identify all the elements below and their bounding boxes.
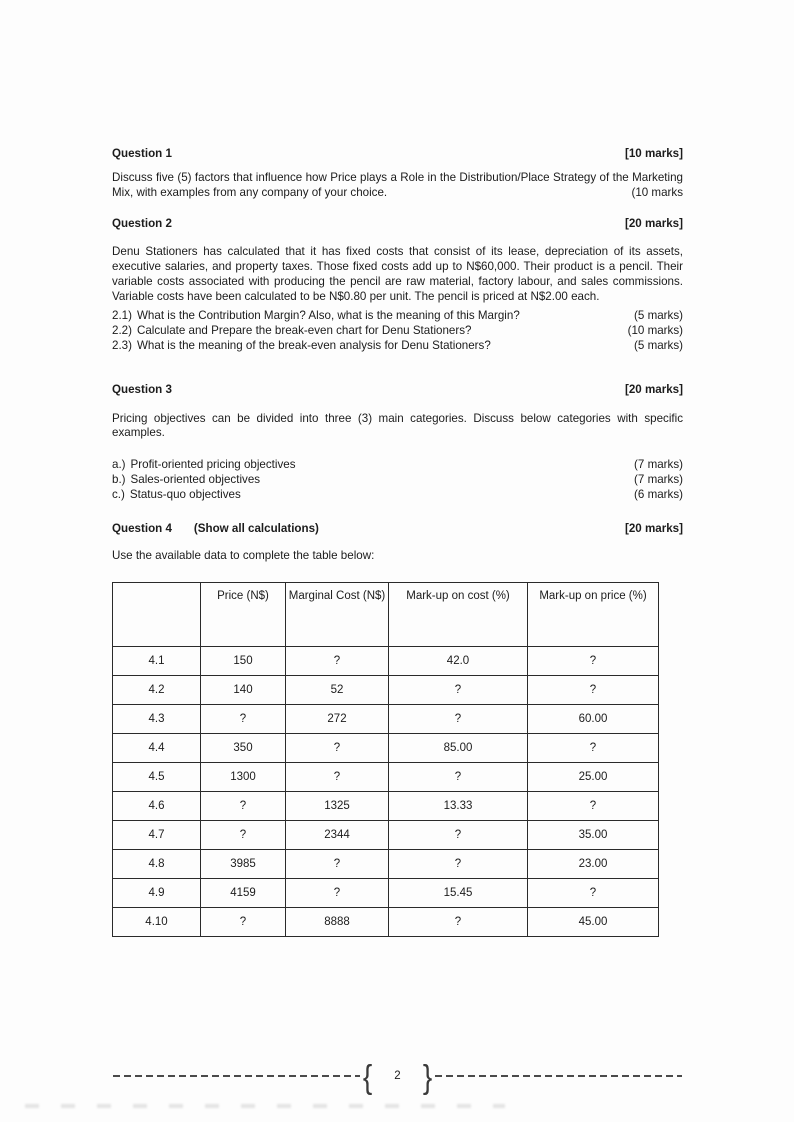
table-cell: ? xyxy=(286,734,389,763)
subitem-label: 2.3) xyxy=(112,338,132,352)
table-cell: ? xyxy=(389,908,528,937)
table-header-cell xyxy=(113,583,201,647)
table-cell: ? xyxy=(389,705,528,734)
question-4-header xyxy=(112,522,683,537)
table-cell: 45.00 xyxy=(528,908,659,937)
table-header-cell: Mark-up on price (%) xyxy=(528,583,659,647)
list-item xyxy=(112,458,683,473)
question-4-title: Question 4 xyxy=(112,521,172,535)
table-cell: ? xyxy=(201,908,286,937)
table-cell: 52 xyxy=(286,676,389,705)
subitem-marks: (6 marks) xyxy=(634,487,683,501)
table-row xyxy=(113,821,659,850)
table-row xyxy=(113,908,659,937)
question-4-intro: Use the available data to complete the table below: xyxy=(112,549,375,563)
table-cell: ? xyxy=(286,850,389,879)
page-footer xyxy=(113,1056,682,1096)
question-1-header xyxy=(112,147,683,162)
table-cell: ? xyxy=(528,734,659,763)
table-cell: ? xyxy=(286,879,389,908)
table-cell: 4.6 xyxy=(113,792,201,821)
table-row xyxy=(113,763,659,792)
table-cell: ? xyxy=(201,792,286,821)
table-cell: 4.8 xyxy=(113,850,201,879)
list-item xyxy=(112,488,683,503)
table-cell: 85.00 xyxy=(389,734,528,763)
subitem-marks: (5 marks) xyxy=(634,338,683,352)
scan-artifact xyxy=(25,1104,505,1108)
table-row xyxy=(113,734,659,763)
table-row xyxy=(113,676,659,705)
table-cell: 25.00 xyxy=(528,763,659,792)
table-cell: 8888 xyxy=(286,908,389,937)
table-row xyxy=(113,792,659,821)
table-cell: 13.33 xyxy=(389,792,528,821)
table-cell: ? xyxy=(389,850,528,879)
question-3-title: Question 3 xyxy=(112,382,172,396)
question-2-header xyxy=(112,217,683,232)
table-row xyxy=(113,879,659,908)
subitem-body: Status-quo objectives xyxy=(129,487,241,501)
table-cell: ? xyxy=(528,879,659,908)
footer-rule-right xyxy=(435,1075,682,1077)
question-3-subitems xyxy=(112,458,683,502)
table-cell: ? xyxy=(389,763,528,792)
subitem-text xyxy=(112,324,471,339)
table-cell: 4.9 xyxy=(113,879,201,908)
table-cell: 35.00 xyxy=(528,821,659,850)
left-brace: { xyxy=(363,1057,373,1095)
right-brace: } xyxy=(422,1057,432,1095)
question-3-marks: [20 marks] xyxy=(624,382,683,396)
subitem-text xyxy=(112,488,241,503)
table-cell: ? xyxy=(528,792,659,821)
subitem-text xyxy=(112,458,296,473)
subitem-label: 2.1) xyxy=(112,309,132,323)
table-row xyxy=(113,647,659,676)
page-number: 2 xyxy=(394,1070,401,1082)
question-1-body xyxy=(112,171,683,201)
list-item xyxy=(112,473,683,488)
table-cell: ? xyxy=(286,763,389,792)
question-4-marks: [20 marks] xyxy=(624,521,683,535)
subitem-body: Calculate and Prepare the break-even chart for Denu Stationers? xyxy=(136,324,472,338)
table-cell: ? xyxy=(286,647,389,676)
question-1-marks: [10 marks] xyxy=(624,147,683,160)
question-4-title-group xyxy=(112,522,319,537)
subitem-text xyxy=(112,473,260,488)
table-cell: 1300 xyxy=(201,763,286,792)
subitem-label: 2.2) xyxy=(112,324,132,338)
list-item xyxy=(112,309,683,324)
table-cell: 4.5 xyxy=(113,763,201,792)
table-cell: 4159 xyxy=(201,879,286,908)
table-cell: 4.2 xyxy=(113,676,201,705)
question-1-body-text: Discuss five (5) factors that influence how Price plays a Role in the Distribution/Place Strategy of the Marketing Mix, with examples from any company of your choice. xyxy=(112,170,683,199)
table-cell: 4.3 xyxy=(113,705,201,734)
table-header-cell: Price (N$) xyxy=(201,583,286,647)
table-cell: 4.10 xyxy=(113,908,201,937)
table-header-row xyxy=(113,583,659,647)
table-row xyxy=(113,850,659,879)
table-row xyxy=(113,705,659,734)
footer-rule-left xyxy=(113,1075,360,1077)
subitem-label: c.) xyxy=(112,487,125,501)
table-cell: ? xyxy=(389,676,528,705)
subitem-text xyxy=(112,309,520,324)
table-cell: 23.00 xyxy=(528,850,659,879)
subitem-marks: (10 marks) xyxy=(627,324,683,338)
question-3-header xyxy=(112,383,683,398)
subitem-marks: (7 marks) xyxy=(634,472,683,486)
table-cell: 60.00 xyxy=(528,705,659,734)
list-item xyxy=(112,324,683,339)
page-content xyxy=(112,147,683,937)
subitem-body: What is the Contribution Margin? Also, what is the meaning of this Margin? xyxy=(136,309,520,323)
table-cell: ? xyxy=(389,821,528,850)
question-1-title: Question 1 xyxy=(112,147,172,160)
table-cell: ? xyxy=(201,705,286,734)
table-cell: 1325 xyxy=(286,792,389,821)
table-cell: 15.45 xyxy=(389,879,528,908)
question-4-subtitle: (Show all calculations) xyxy=(193,521,319,535)
table-cell: ? xyxy=(528,676,659,705)
question-2-body: Denu Stationers has calculated that it has fixed costs that consist of its lease, depreciation of its assets, executive salaries, and property taxes. Those fixed costs add up to N$60,000. Their product is a pencil. Their variable costs associated with producing the pencil are raw material, factory labour, and sales commissions. Variable costs have been calculated to be N$0.80 per unit. The pencil is priced at N$2.00 each. xyxy=(112,245,683,303)
table-cell: ? xyxy=(201,821,286,850)
table-cell: 42.0 xyxy=(389,647,528,676)
table-cell: 140 xyxy=(201,676,286,705)
subitem-body: Sales-oriented objectives xyxy=(130,472,261,486)
subitem-body: Profit-oriented pricing objectives xyxy=(130,458,296,472)
table-cell: 150 xyxy=(201,647,286,676)
subitem-text xyxy=(112,339,491,354)
question-2-title: Question 2 xyxy=(112,217,172,231)
question-1-inline-marks: (10 marks xyxy=(625,186,683,201)
table-header-cell: Mark-up on cost (%) xyxy=(389,583,528,647)
table-cell: 3985 xyxy=(201,850,286,879)
table-cell: 2344 xyxy=(286,821,389,850)
subitem-label: a.) xyxy=(112,458,126,472)
table-cell: 350 xyxy=(201,734,286,763)
table-cell: 272 xyxy=(286,705,389,734)
table-cell: 4.1 xyxy=(113,647,201,676)
question-3-body: Pricing objectives can be divided into three (3) main categories. Discuss below categories with specific examples. xyxy=(112,411,683,440)
subitem-marks: (5 marks) xyxy=(634,309,683,323)
subitem-marks: (7 marks) xyxy=(634,458,683,472)
question-2-marks: [20 marks] xyxy=(624,217,683,231)
table-header-cell: Marginal Cost (N$) xyxy=(286,583,389,647)
subitem-body: What is the meaning of the break-even analysis for Denu Stationers? xyxy=(136,338,491,352)
markup-calculation-table xyxy=(112,582,659,937)
question-2-subitems xyxy=(112,309,683,353)
subitem-label: b.) xyxy=(112,472,126,486)
table-cell: 4.7 xyxy=(113,821,201,850)
table-cell: 4.4 xyxy=(113,734,201,763)
list-item xyxy=(112,339,683,354)
table-cell: ? xyxy=(528,647,659,676)
